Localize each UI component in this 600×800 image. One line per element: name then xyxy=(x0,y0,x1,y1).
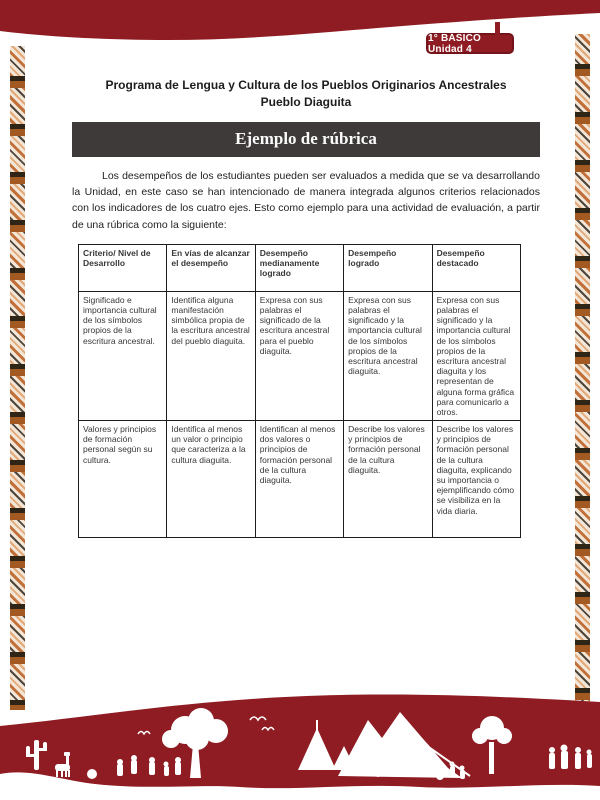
rubric-cell: Expresa con sus palabras el significado de la escritura ancestral para el pueblo diaguita. xyxy=(255,291,343,420)
rubric-cell: Valores y principios de formación personal según su cultura. xyxy=(79,421,167,538)
program-title xyxy=(72,77,540,112)
intro-paragraph: Los desempeños de los estudiantes pueden ser evaluados a medida que se va desarrollando la Unidad, en este caso se han intencionado de manera integrada algunos criterios relacionados con los indicadores de los cuatro ejes. Esto como ejemplo para una actividad de evaluación, a partir de una rúbrica como la siguiente: xyxy=(72,169,540,231)
rubric-table-header-row xyxy=(79,244,521,291)
header-cell-destacado: Desempeño destacado xyxy=(432,244,520,291)
header-cell-en-vias: En vías de alcanzar el desempeño xyxy=(167,244,255,291)
rubric-cell: Identifica al menos un valor o principio que caracteriza a la cultura diaguita. xyxy=(167,421,255,538)
rubric-table xyxy=(78,244,521,538)
table-row xyxy=(79,291,521,420)
andean-pattern-right-strip xyxy=(575,34,590,710)
section-title-banner: Ejemplo de rúbrica xyxy=(72,122,540,157)
rubric-cell: Identifica alguna manifestación simbólica propia de la escritura ancestral del pueblo diaguita. xyxy=(167,291,255,420)
rubric-cell: Describe los valores y principios de formación personal de la cultura diaguita, explicando su importancia o ejemplificando cómo se visibiliza en la vida diaria. xyxy=(432,421,520,538)
header-cell-medianamente: Desempeño medianamente logrado xyxy=(255,244,343,291)
program-title-line2: Pueblo Diaguita xyxy=(260,95,352,110)
rubric-cell: Significado e importancia cultural de los símbolos propios de la escritura ancestral. xyxy=(79,291,167,420)
table-row xyxy=(79,421,521,538)
content-area xyxy=(72,77,540,538)
footer-landscape-illustration xyxy=(0,690,600,800)
header-cell-logrado: Desempeño logrado xyxy=(344,244,432,291)
rubric-cell: Identifican al menos dos valores o principios de formación personal de la cultura diaguita. xyxy=(255,421,343,538)
rubric-cell: Expresa con sus palabras el significado y la importancia cultural de los símbolos propios de la escritura ancestral diaguita y los representan de alguna forma gráfica para comunicarlo a otros. xyxy=(432,291,520,420)
andean-pattern-left-strip xyxy=(10,46,25,710)
header-cell-criterio: Criterio/ Nivel de Desarrollo xyxy=(79,244,167,291)
program-title-line1: Programa de Lengua y Cultura de los Pueblos Originarios Ancestrales xyxy=(105,78,507,92)
rubric-cell: Expresa con sus palabras el significado y la importancia cultural de los símbolos propios de la escritura ancestral diaguita. xyxy=(344,291,432,420)
unit-badge: 1° BÁSICO Unidad 4 xyxy=(426,33,514,54)
rubric-cell: Describe los valores y principios de formación personal de la cultura diaguita. xyxy=(344,421,432,538)
